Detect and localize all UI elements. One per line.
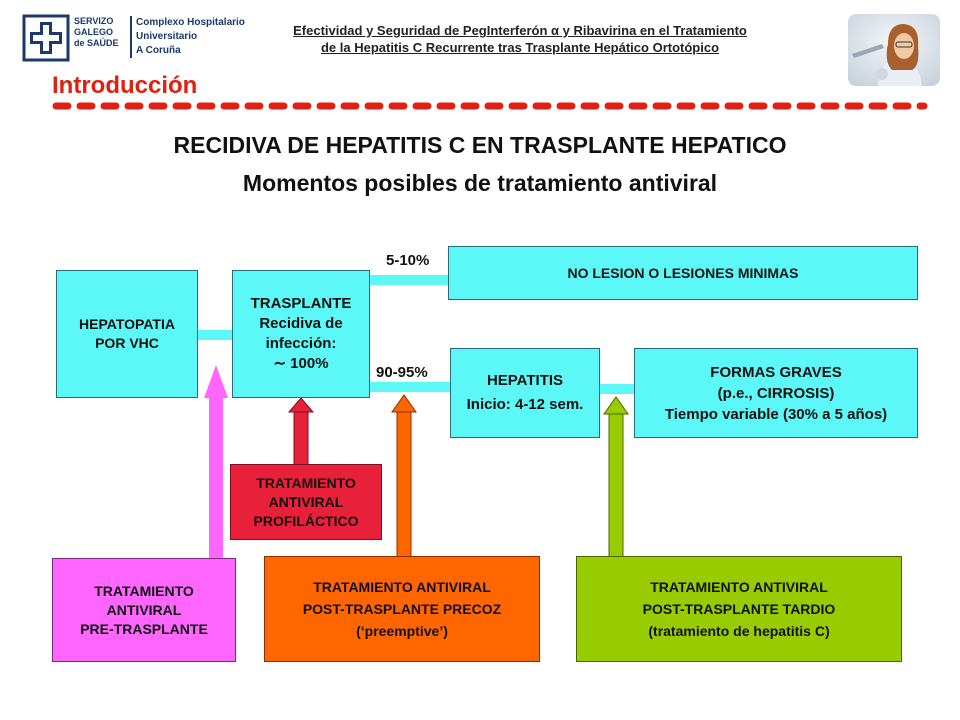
- box-line: NO LESION O LESIONES MINIMAS: [567, 264, 799, 281]
- box-line: (tratamiento de hepatitis C): [648, 623, 830, 639]
- logo-line: A Coruña: [136, 45, 181, 56]
- box-line: POR VHC: [95, 335, 159, 351]
- tardio-box: [576, 556, 902, 662]
- box-line: infección:: [265, 335, 337, 352]
- study-title-line: de la Hepatitis C Recurrente tras Trasplante Hepático Ortotópico: [320, 40, 720, 55]
- box-line: ANTIVIRAL: [268, 493, 344, 510]
- orange-arrow: [392, 395, 416, 558]
- pre-trasplante-box: [52, 558, 236, 662]
- hepatopatia-box: [56, 270, 198, 398]
- magenta-arrow: [204, 365, 228, 560]
- box-line: PROFILÁCTICO: [253, 512, 359, 529]
- percent-label-bottom: 90-95%: [376, 364, 428, 381]
- logo-line: Complexo Hospitalario Universitario: [136, 17, 245, 42]
- box-line: HEPATOPATIA: [79, 316, 175, 332]
- box-line: FORMAS GRAVES: [710, 363, 842, 381]
- main-title: RECIDIVA DE HEPATITIS C EN TRASPLANTE HEPATICO: [173, 132, 787, 158]
- red-arrow: [289, 398, 313, 466]
- logo-line: SERVIZO: [74, 16, 114, 26]
- sub-title: Momentos posibles de tratamiento antiviral: [242, 170, 718, 196]
- box-line: (‘preemptive’): [356, 623, 448, 639]
- study-title-line: Efectividad y Seguridad de PegInterferón α y Ribavirina en el Tratamiento: [293, 23, 747, 38]
- box-line: HEPATITIS: [486, 372, 564, 389]
- box-line: Recidiva de: [259, 315, 343, 332]
- percent-label-top: 5-10%: [386, 252, 430, 269]
- hepatitis-box: [450, 348, 600, 438]
- green-arrow: [604, 397, 628, 558]
- trasplante-box: [232, 270, 370, 398]
- box-line: TRATAMIENTO ANTIVIRAL: [313, 579, 491, 595]
- box-line: (p.e., CIRROSIS): [717, 384, 835, 402]
- no-lesion-box: [448, 246, 918, 300]
- box-line: POST-TRASPLANTE TARDIO: [642, 601, 836, 617]
- section-title: Introducción: [52, 72, 198, 99]
- profilactico-box: [230, 464, 382, 540]
- formas-graves-box: [634, 348, 918, 438]
- precoz-box: [264, 556, 540, 662]
- box-line: PRE-TRASPLANTE: [80, 620, 208, 637]
- box-line: TRASPLANTE: [250, 295, 352, 312]
- logo-line: de SAÚDE: [74, 38, 119, 48]
- box-line: TRATAMIENTO: [94, 582, 194, 599]
- box-line: POST-TRASPLANTE PRECOZ: [302, 601, 502, 617]
- logo-line: GALEGO: [74, 27, 114, 37]
- box-line: ANTIVIRAL: [106, 601, 182, 618]
- box-line: ∼ 100%: [273, 355, 329, 372]
- box-line: TRATAMIENTO: [256, 474, 356, 491]
- box-line: TRATAMIENTO ANTIVIRAL: [650, 579, 828, 595]
- box-line: Inicio: 4-12 sem.: [466, 396, 584, 413]
- box-line: Tiempo variable (30% a 5 años): [664, 405, 888, 423]
